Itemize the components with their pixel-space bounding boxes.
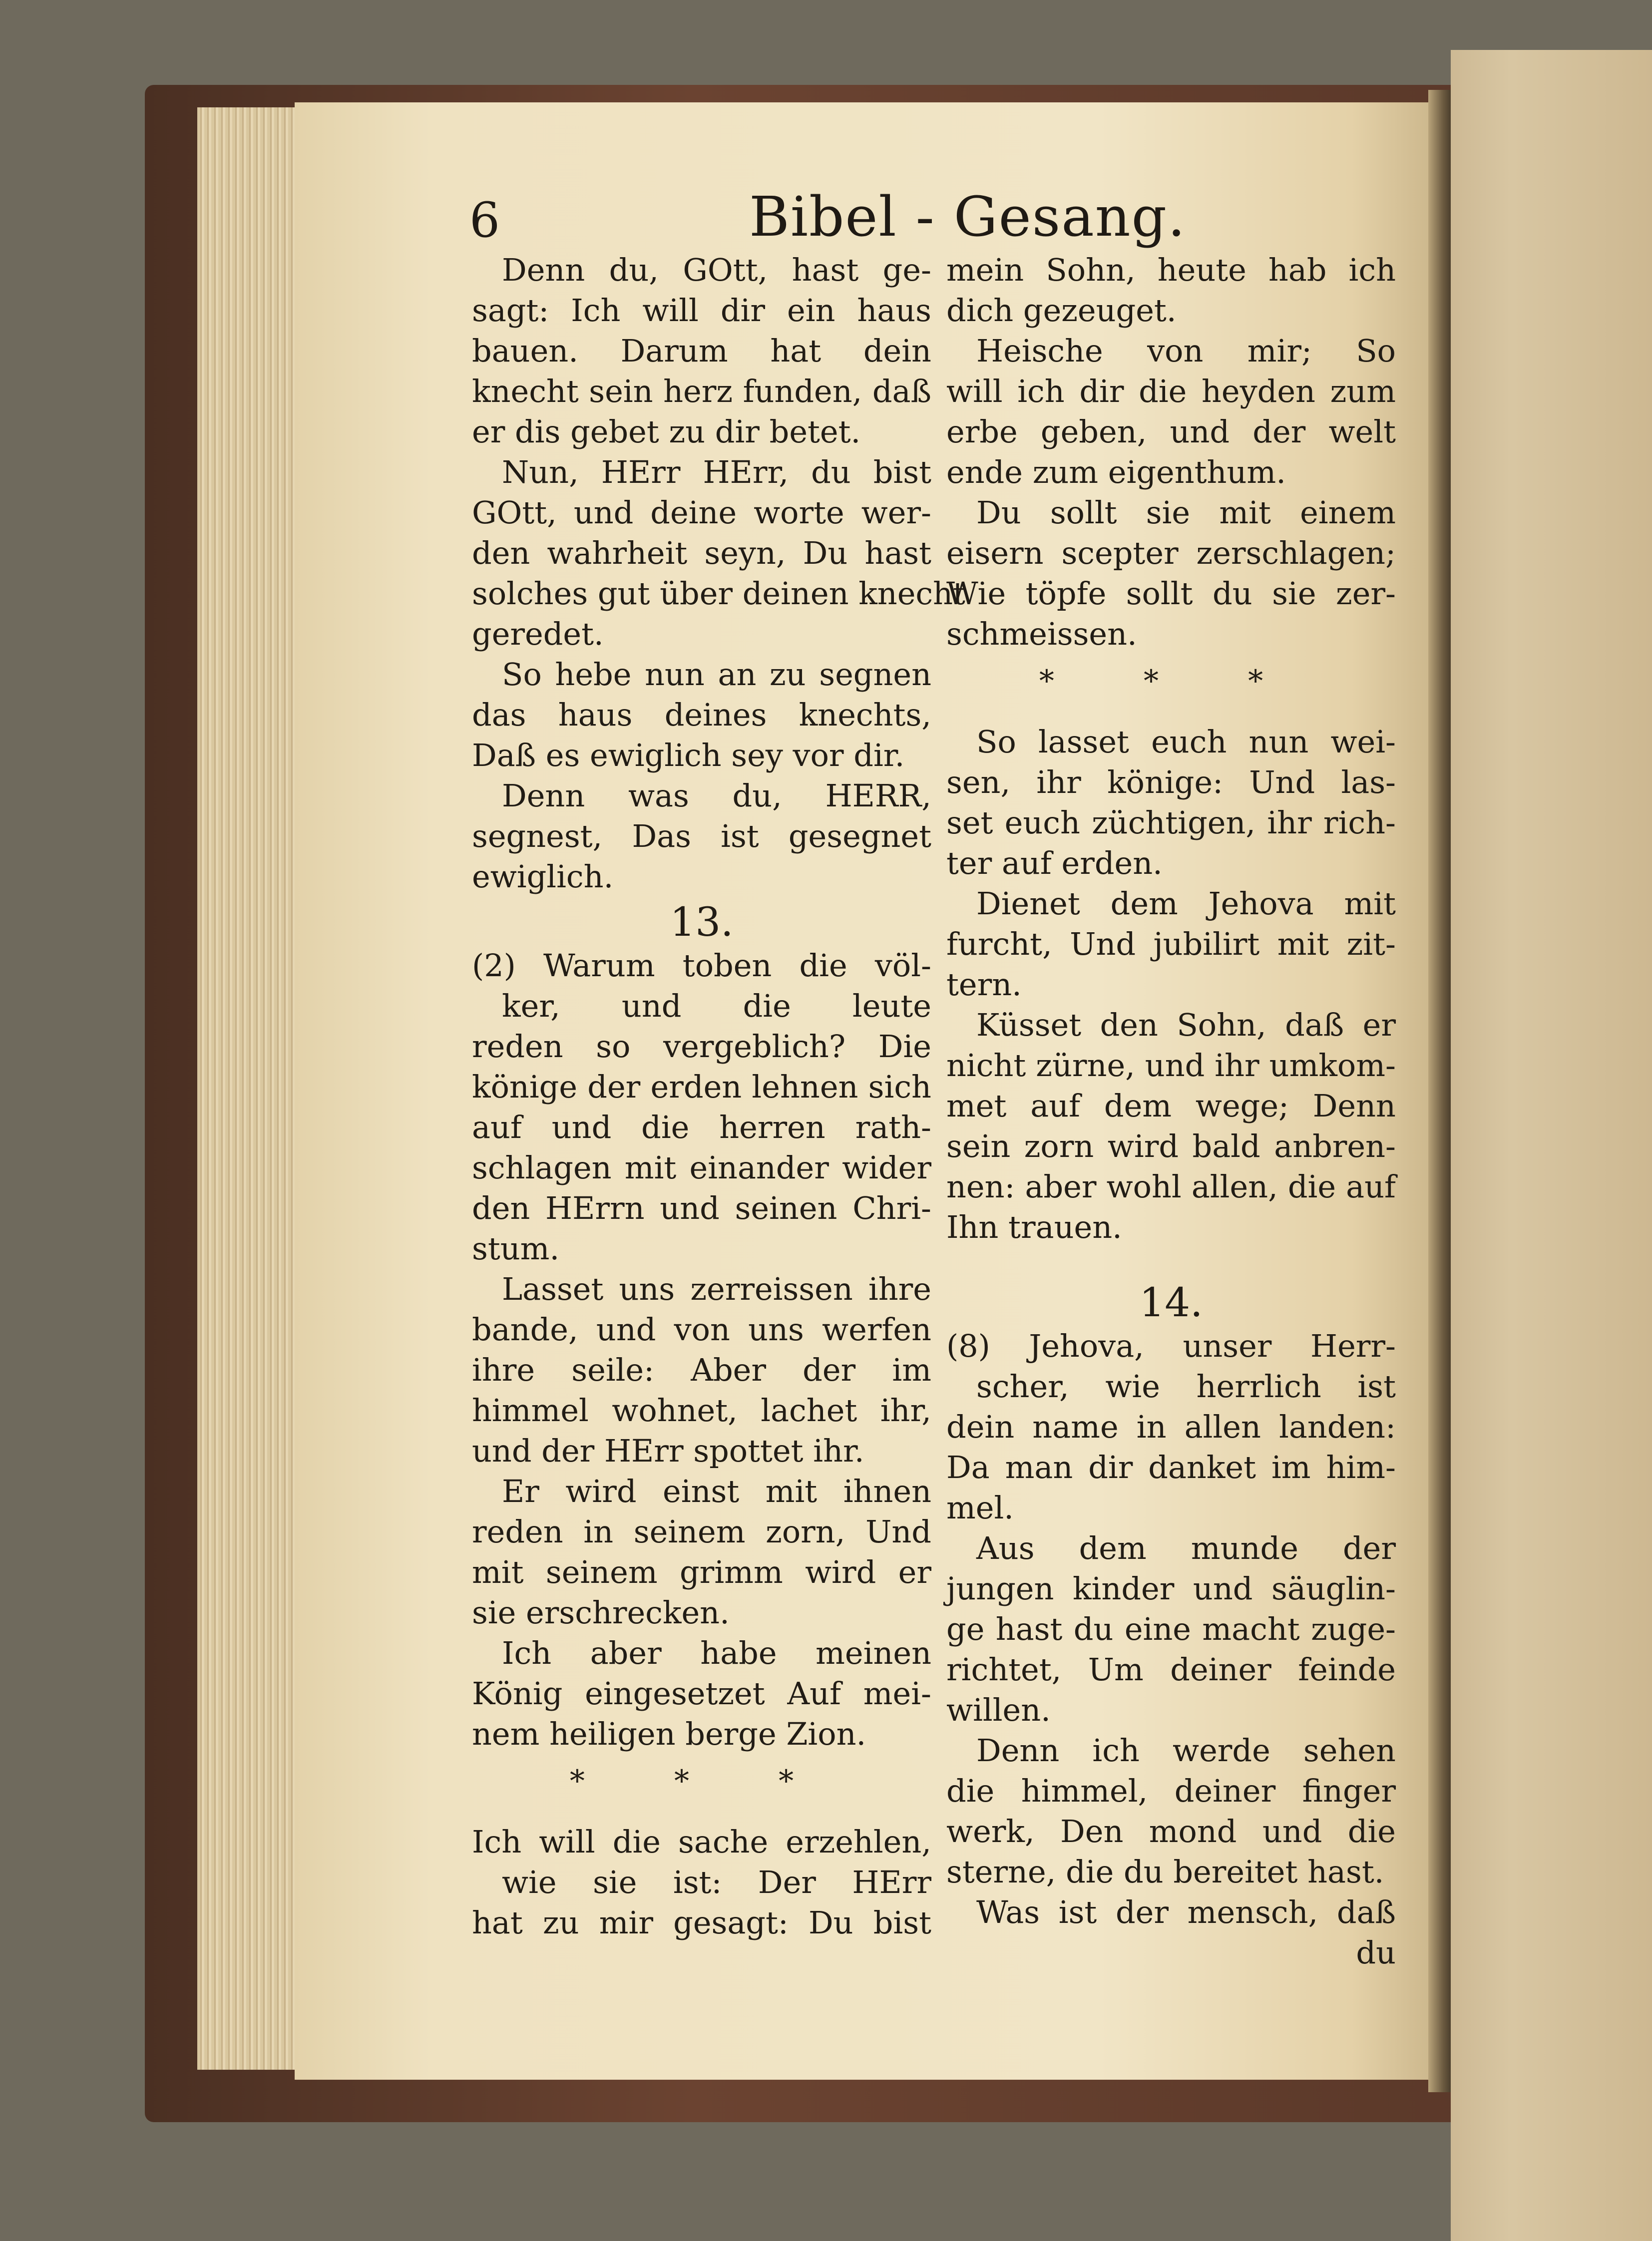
text-line: erbe geben, und der welt [946,413,1396,450]
text-line: schmeissen. [946,616,1137,652]
text-line: Lasset uns zerreissen ihre [502,1271,931,1307]
text-line: (2) Warum toben die völ- [472,947,931,984]
text-line: nicht zürne, und ihr umkom- [946,1047,1396,1084]
running-title: Bibel - Gesang. [749,185,1187,249]
text-line: reden so vergeblich? Die [472,1028,931,1065]
text-line: Dienet dem Jehova mit [976,885,1396,922]
text-line: sagt: Ich will dir ein haus [472,292,931,329]
text-line: met auf dem wege; Denn [946,1088,1396,1124]
text-line: scher, wie herrlich ist [976,1368,1396,1405]
text-line: ter auf erden. [946,845,1163,881]
text-line: tern. [946,966,1022,1003]
text-line: will ich dir die heyden zum [946,373,1396,409]
text-line: die himmel, deiner finger [946,1773,1396,1809]
text-line: So lasset euch nun wei- [976,724,1396,760]
text-line: set euch züchtigen, ihr rich- [946,804,1396,841]
text-line: ge hast du eine macht zuge- [946,1611,1396,1647]
text-line: furcht, Und jubilirt mit zit- [946,926,1396,962]
text-line: hat zu mir gesagt: Du bist [472,1904,931,1941]
text-line: bande, und von uns werfen [472,1311,931,1348]
text-line: mel. [946,1490,1014,1526]
text-line: Was ist der mensch, daß [976,1894,1396,1930]
text-line: knecht sein herz funden, daß [472,373,931,409]
text-line: Daß es ewiglich sey vor dir. [472,737,905,773]
text-line: Da man dir danket im him- [946,1449,1396,1486]
text-line: Heische von mir; So [976,333,1396,369]
text-line: Denn du, GOtt, hast ge- [502,252,931,288]
asterism-divider: * * * [569,1764,834,1799]
text-line: sen, ihr könige: Und las- [946,764,1396,800]
text-line: So hebe nun an zu segnen [502,656,931,693]
section-spacer [946,1247,1396,1277]
text-line: jungen kinder und säuglin- [946,1570,1396,1607]
facing-page-edge [1451,50,1652,2241]
text-line: solches gut über deinen knecht [472,575,965,612]
text-line: sie erschrecken. [472,1594,730,1631]
text-line: den HErrn und seinen Chri- [472,1190,931,1226]
text-line: Er wird einst mit ihnen [502,1473,931,1509]
text-line: ewiglich. [472,858,614,895]
text-line: geredet. [472,616,604,652]
text-line: stum. [472,1230,560,1267]
text-line: Denn was du, HERR, [502,777,931,814]
text-line: ihre seile: Aber der im [472,1352,931,1388]
text-line: werk, Den mond und die [946,1813,1396,1850]
text-line: er dis gebet zu dir betet. [472,413,861,450]
text-line: eisern scepter zerschlagen; [946,535,1396,571]
text-line: ker, und die leute [502,988,931,1024]
text-line: Wie töpfe sollt du sie zer- [946,575,1396,612]
text-line: (8) Jehova, unser Herr- [946,1328,1396,1364]
text-line: mit seinem grimm wird er [472,1554,931,1590]
text-line: könige der erden lehnen sich [472,1069,931,1105]
page-number: 6 [469,192,500,248]
asterism-divider: * * * [1039,664,1303,699]
text-line: richtet, Um deiner feinde [946,1651,1396,1688]
text-line: nen: aber wohl allen, die auf [946,1168,1396,1205]
text-line: Küsset den Sohn, daß er [976,1007,1396,1043]
text-line: sein zorn wird bald anbren- [946,1128,1396,1164]
text-line: segnest, Das ist gesegnet [472,818,931,854]
text-line: sterne, die du bereitet hast. [946,1854,1384,1890]
text-line: Denn ich werde sehen [976,1732,1396,1769]
text-line: den wahrheit seyn, Du hast [472,535,931,571]
text-line: wie sie ist: Der HErr [502,1864,931,1900]
text-line: schlagen mit einander wider [472,1149,931,1186]
text-line: dein name in allen landen: [946,1409,1396,1445]
text-line: Du sollt sie mit einem [976,494,1396,531]
text-line: bauen. Darum hat dein [472,333,931,369]
text-line: nem heiligen berge Zion. [472,1716,866,1752]
text-line: mein Sohn, heute hab ich [946,252,1396,288]
text-line: Ich aber habe meinen [502,1635,931,1671]
hymn-number: 14. [1139,1279,1203,1326]
hymn-number: 13. [670,899,734,945]
page-edges [197,107,297,2070]
right-text-column [946,250,1396,1973]
text-line: GOtt, und deine worte wer- [472,494,931,531]
text-line: und der HErr spottet ihr. [472,1433,864,1469]
text-line: König eingesetzet Auf mei- [472,1675,931,1712]
text-line: auf und die herren rath- [472,1109,931,1145]
text-line: das haus deines knechts, [472,697,931,733]
text-line: Ihn trauen. [946,1209,1122,1245]
catchword: du [1356,1934,1396,1971]
text-line: himmel wohnet, lachet ihr, [472,1392,931,1429]
text-line: Nun, HErr HErr, du bist [502,454,931,490]
text-line: reden in seinem zorn, Und [472,1513,931,1550]
text-line: ende zum eigenthum. [946,454,1286,490]
left-text-column [472,250,965,1943]
text-line: dich gezeuget. [946,292,1177,329]
text-line: Aus dem munde der [976,1530,1396,1566]
text-line: Ich will die sache erzehlen, [472,1824,931,1860]
text-line: willen. [946,1692,1051,1728]
